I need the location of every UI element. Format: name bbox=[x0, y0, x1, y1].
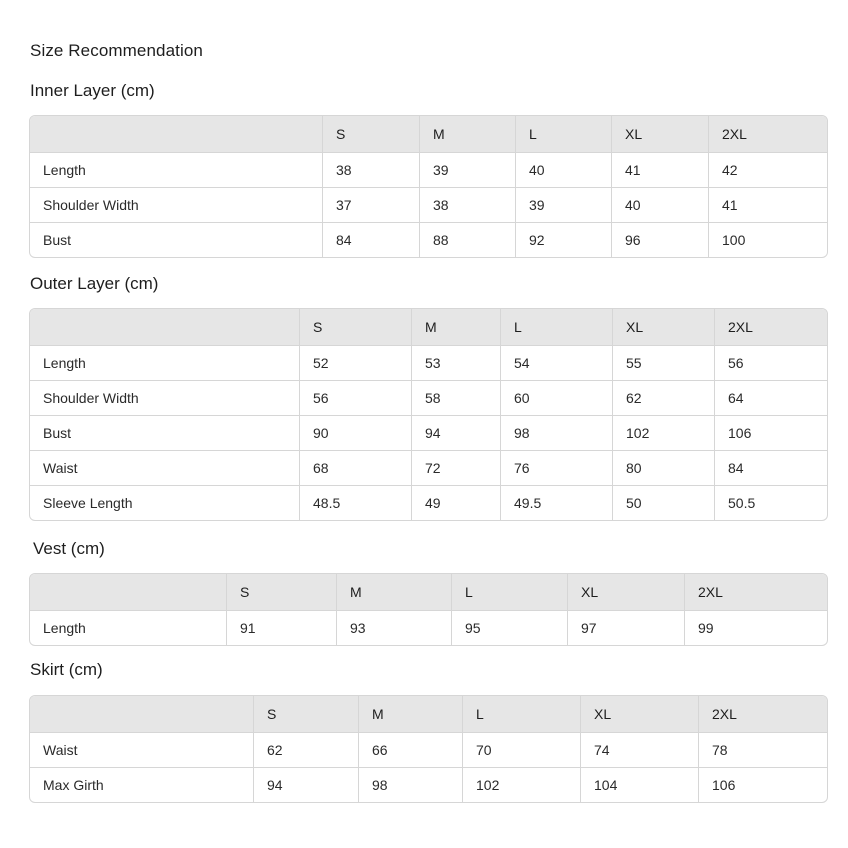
header-cell bbox=[30, 309, 299, 345]
table-cell: 70 bbox=[462, 732, 580, 767]
table-cell: 102 bbox=[612, 415, 714, 450]
table-cell: 49.5 bbox=[500, 485, 612, 520]
row-label: Bust bbox=[30, 222, 322, 257]
header-cell bbox=[30, 116, 322, 152]
table-row bbox=[30, 767, 827, 802]
table-cell: 68 bbox=[299, 450, 411, 485]
table-cell: 38 bbox=[419, 187, 515, 222]
header-cell: 2XL bbox=[714, 309, 827, 345]
table-row bbox=[30, 485, 827, 520]
skirt-table bbox=[29, 695, 828, 803]
table-row bbox=[30, 345, 827, 380]
header-cell: S bbox=[322, 116, 419, 152]
header-cell: L bbox=[500, 309, 612, 345]
table-cell: 60 bbox=[500, 380, 612, 415]
header-cell: M bbox=[358, 696, 462, 732]
header-cell: M bbox=[411, 309, 500, 345]
table-cell: 66 bbox=[358, 732, 462, 767]
table-cell: 98 bbox=[358, 767, 462, 802]
vest-title: Vest (cm) bbox=[33, 539, 105, 558]
table-cell: 48.5 bbox=[299, 485, 411, 520]
row-label: Length bbox=[30, 345, 299, 380]
inner-layer-table bbox=[29, 115, 828, 258]
header-cell: XL bbox=[612, 309, 714, 345]
row-label: Length bbox=[30, 610, 226, 645]
row-label: Waist bbox=[30, 732, 253, 767]
table-row bbox=[30, 450, 827, 485]
table-cell: 97 bbox=[567, 610, 684, 645]
table-row bbox=[30, 732, 827, 767]
table-cell: 74 bbox=[580, 732, 698, 767]
table-row bbox=[30, 380, 827, 415]
header-cell bbox=[30, 574, 226, 610]
table-row bbox=[30, 222, 827, 257]
table-cell: 50 bbox=[612, 485, 714, 520]
header-cell: M bbox=[419, 116, 515, 152]
header-cell: L bbox=[462, 696, 580, 732]
table-cell: 98 bbox=[500, 415, 612, 450]
row-label: Shoulder Width bbox=[30, 380, 299, 415]
header-cell: XL bbox=[567, 574, 684, 610]
table-cell: 92 bbox=[515, 222, 611, 257]
skirt-title: Skirt (cm) bbox=[30, 660, 103, 679]
outer-layer-table bbox=[29, 308, 828, 521]
outer-layer-title: Outer Layer (cm) bbox=[30, 274, 159, 293]
table-cell: 54 bbox=[500, 345, 612, 380]
header-cell: L bbox=[451, 574, 567, 610]
table-header-row bbox=[30, 696, 827, 732]
header-cell: XL bbox=[580, 696, 698, 732]
table-cell: 106 bbox=[714, 415, 827, 450]
table-cell: 95 bbox=[451, 610, 567, 645]
table-cell: 38 bbox=[322, 152, 419, 187]
table-cell: 41 bbox=[708, 187, 827, 222]
table-cell: 100 bbox=[708, 222, 827, 257]
row-label: Bust bbox=[30, 415, 299, 450]
table-cell: 76 bbox=[500, 450, 612, 485]
table-cell: 40 bbox=[611, 187, 708, 222]
header-cell: 2XL bbox=[684, 574, 827, 610]
table-cell: 56 bbox=[714, 345, 827, 380]
table-cell: 52 bbox=[299, 345, 411, 380]
table-cell: 78 bbox=[698, 732, 827, 767]
table-cell: 94 bbox=[411, 415, 500, 450]
table-cell: 53 bbox=[411, 345, 500, 380]
table-cell: 106 bbox=[698, 767, 827, 802]
table-cell: 80 bbox=[612, 450, 714, 485]
table-header-row bbox=[30, 574, 827, 610]
header-cell: S bbox=[299, 309, 411, 345]
table-cell: 58 bbox=[411, 380, 500, 415]
table-cell: 88 bbox=[419, 222, 515, 257]
table-cell: 62 bbox=[612, 380, 714, 415]
table-cell: 84 bbox=[714, 450, 827, 485]
header-cell: 2XL bbox=[698, 696, 827, 732]
table-cell: 94 bbox=[253, 767, 358, 802]
row-label: Max Girth bbox=[30, 767, 253, 802]
header-cell bbox=[30, 696, 253, 732]
header-cell: M bbox=[336, 574, 451, 610]
row-label: Length bbox=[30, 152, 322, 187]
table-row bbox=[30, 415, 827, 450]
table-cell: 41 bbox=[611, 152, 708, 187]
header-cell: XL bbox=[611, 116, 708, 152]
table-cell: 42 bbox=[708, 152, 827, 187]
header-cell: L bbox=[515, 116, 611, 152]
inner-layer-title: Inner Layer (cm) bbox=[30, 81, 155, 100]
row-label: Shoulder Width bbox=[30, 187, 322, 222]
table-header-row bbox=[30, 116, 827, 152]
row-label: Sleeve Length bbox=[30, 485, 299, 520]
header-cell: 2XL bbox=[708, 116, 827, 152]
table-cell: 93 bbox=[336, 610, 451, 645]
table-cell: 104 bbox=[580, 767, 698, 802]
table-cell: 84 bbox=[322, 222, 419, 257]
header-cell: S bbox=[253, 696, 358, 732]
table-cell: 62 bbox=[253, 732, 358, 767]
table-cell: 40 bbox=[515, 152, 611, 187]
table-cell: 39 bbox=[419, 152, 515, 187]
table-cell: 90 bbox=[299, 415, 411, 450]
table-cell: 96 bbox=[611, 222, 708, 257]
row-label: Waist bbox=[30, 450, 299, 485]
table-row bbox=[30, 610, 827, 645]
table-header-row bbox=[30, 309, 827, 345]
table-cell: 39 bbox=[515, 187, 611, 222]
page-title: Size Recommendation bbox=[30, 41, 203, 60]
table-cell: 37 bbox=[322, 187, 419, 222]
vest-table bbox=[29, 573, 828, 646]
table-row bbox=[30, 187, 827, 222]
table-cell: 64 bbox=[714, 380, 827, 415]
table-cell: 49 bbox=[411, 485, 500, 520]
table-cell: 102 bbox=[462, 767, 580, 802]
table-cell: 72 bbox=[411, 450, 500, 485]
header-cell: S bbox=[226, 574, 336, 610]
table-cell: 55 bbox=[612, 345, 714, 380]
table-cell: 91 bbox=[226, 610, 336, 645]
table-cell: 56 bbox=[299, 380, 411, 415]
table-cell: 99 bbox=[684, 610, 827, 645]
table-cell: 50.5 bbox=[714, 485, 827, 520]
table-row bbox=[30, 152, 827, 187]
